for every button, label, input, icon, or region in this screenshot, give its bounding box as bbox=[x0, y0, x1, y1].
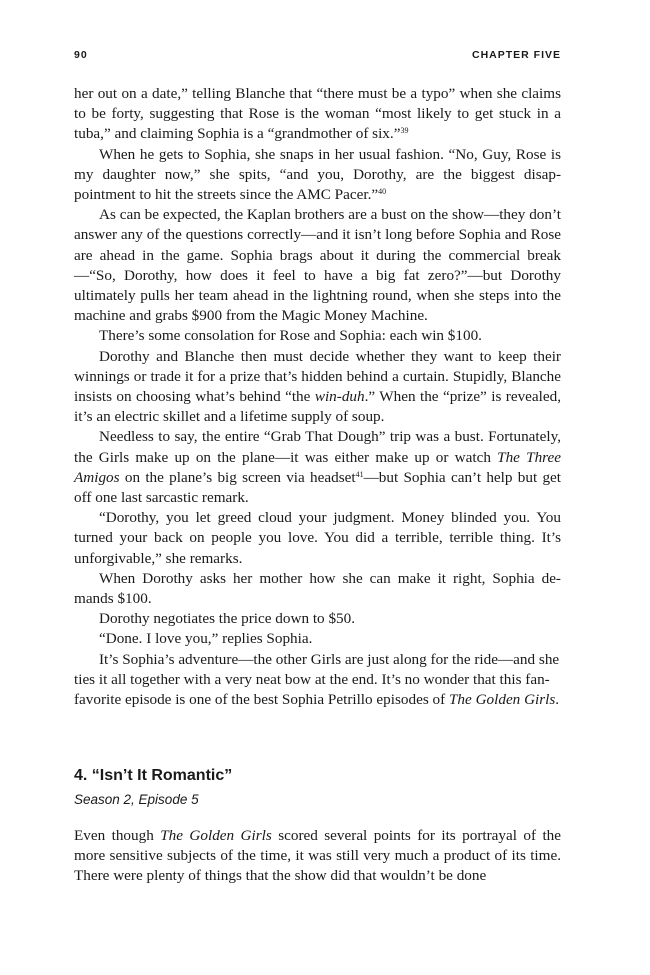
text-run: . bbox=[555, 691, 560, 709]
paragraph bbox=[74, 84, 561, 145]
paragraph: When Dorothy asks her mother how she can make it right, Sophia de-mands $100. bbox=[74, 569, 561, 608]
italic-run: The Three Amigos bbox=[74, 448, 561, 486]
text-run: —but Sophia can’t help but get off one last sarcastic remark. bbox=[74, 468, 561, 507]
paragraph: “Dorothy, you let greed cloud your judgment. Money blinded you. You turned your back on people you love. You did a terrible, terrible thing. It’s unforgivable,” she remarks. bbox=[74, 509, 561, 567]
paragraph: There’s some consolation for Rose and Sophia: each win $100. bbox=[99, 327, 482, 345]
text-run: on the plane’s big screen via headset bbox=[119, 468, 356, 486]
text-run: Needless to say, the entire “Grab That Dough” trip was a bust. Fortunately, the Girls make up on the plane—it was either make up or watch bbox=[74, 428, 561, 466]
chapter-title: CHAPTER FIVE bbox=[471, 49, 561, 61]
italic-run: win-duh bbox=[314, 388, 365, 406]
text-run: When he gets to Sophia, she snaps in her usual fashion. “No, Guy, Rose is my daughter now,” she spits, “and you, Dorothy, are the biggest disap-pointment to hit the streets since the AMC Pacer.” bbox=[74, 145, 561, 204]
footnote-ref: 39 bbox=[400, 126, 409, 136]
paragraph bbox=[74, 427, 561, 508]
paragraph bbox=[74, 347, 561, 428]
text-run: It’s Sophia’s adventure—the other Girls are just along for the ride—and she ties it all together with a very neat bow at the end. It’s no wonder that this fan-favorite episode is one of the best Sophia Petrillo episodes of bbox=[74, 650, 560, 709]
section-paragraph bbox=[74, 826, 561, 887]
section-subheading: Season 2, Episode 5 bbox=[74, 792, 199, 807]
italic-run: The Golden Girls bbox=[160, 827, 272, 844]
paragraph: Dorothy negotiates the price down to $50. bbox=[99, 610, 356, 628]
section bbox=[74, 766, 561, 887]
text-run: .” When the “prize” is revealed, it’s an electric skillet and a lifetime supply of soup. bbox=[74, 388, 561, 426]
paragraph: “Done. I love you,” replies Sophia. bbox=[99, 630, 313, 648]
italic-run: The Golden Girls bbox=[448, 691, 556, 709]
paragraph bbox=[74, 145, 561, 206]
text-run: Dorothy and Blanche then must decide whether they want to keep their winnings or trade it for a prize that’s hidden behind a curtain. Stupidly, Blanche insists on choosing what’s behind “the bbox=[74, 347, 561, 406]
running-head bbox=[74, 49, 561, 61]
paragraph bbox=[74, 650, 561, 711]
footnote-ref: 41 bbox=[355, 469, 364, 479]
footnote-ref: 40 bbox=[378, 187, 387, 197]
page-number: 90 bbox=[74, 49, 88, 61]
section-heading: 4. “Isn’t It Romantic” bbox=[74, 767, 233, 784]
text-run: scored several points for its portrayal of the more sensitive subjects of the time, it was still very much a product of its time. There were plenty of things that the show did that wouldn’t be done bbox=[74, 827, 561, 885]
paragraph: As can be expected, the Kaplan brothers are a bust on the show—they don’t answer any of the questions correctly—and it isn’t long before Sophia and Rose are ahead in the game. Sophia brags about it during the commercial break—“So, Dorothy, how does it feel to have a big fat zero?”—but Dorothy ultimately pulls her team ahead in the lightning round, when she steps into the machine and grabs $900 from the Magic Money Machine. bbox=[74, 206, 561, 325]
text-run: Even though bbox=[74, 827, 161, 844]
body-text bbox=[74, 84, 561, 710]
text-run: her out on a date,” telling Blanche that “there must be a typo” when she claims to be forty, suggesting that Rose is the woman “most likely to get stuck in a tuba,” and claiming Sophia is a “grandmother of six.” bbox=[74, 85, 561, 143]
